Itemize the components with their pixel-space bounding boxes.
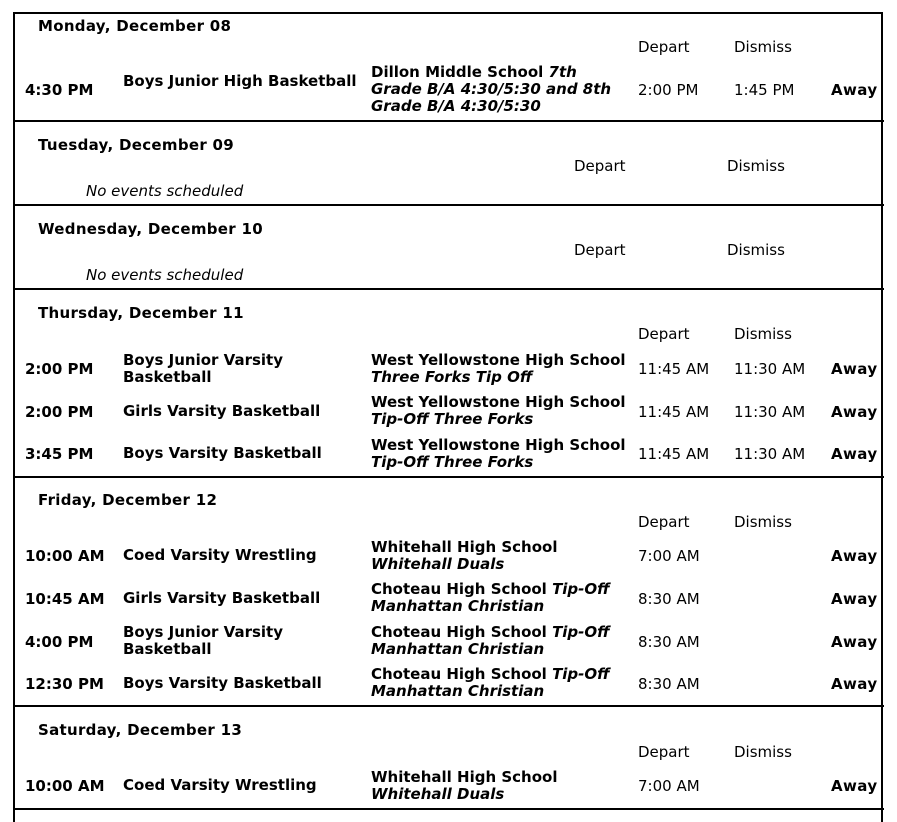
event-depart: 11:45 AM <box>638 403 710 421</box>
event-dismiss: 11:30 AM <box>734 445 806 463</box>
event-time: 3:45 PM <box>25 445 94 463</box>
event-name: Coed Varsity Wrestling <box>123 546 317 564</box>
location-school: Choteau High School <box>371 623 547 641</box>
day-divider <box>14 120 884 122</box>
event-name: Girls Varsity Basketball <box>123 589 321 607</box>
event-time: 12:30 PM <box>25 675 104 693</box>
event-location <box>371 394 629 428</box>
event-time: 2:00 PM <box>25 403 94 421</box>
event-location <box>371 539 629 573</box>
location-school: Dillon Middle School <box>371 63 544 81</box>
day-title: Wednesday, December 10 <box>38 220 263 238</box>
depart-header: Depart <box>574 241 626 259</box>
event-depart: 7:00 AM <box>638 547 700 565</box>
event-name: Girls Varsity Basketball <box>123 402 321 420</box>
dismiss-header: Dismiss <box>727 157 785 175</box>
event-time: 2:00 PM <box>25 360 94 378</box>
event-location <box>371 437 629 471</box>
event-status: Away <box>831 81 878 99</box>
day-divider <box>14 204 884 206</box>
event-location <box>371 581 629 615</box>
event-dismiss: 1:45 PM <box>734 81 795 99</box>
event-location <box>371 352 629 386</box>
event-name: Boys Varsity Basketball <box>123 444 322 462</box>
event-depart: 7:00 AM <box>638 777 700 795</box>
day-divider <box>14 288 884 290</box>
event-dismiss: 11:30 AM <box>734 403 806 421</box>
depart-header: Depart <box>574 157 626 175</box>
event-status: Away <box>831 675 878 693</box>
event-location <box>371 624 629 658</box>
event-depart: 11:45 AM <box>638 360 710 378</box>
location-note: 7th Grade B/A 4:30/5:30 and 8th Grade B/A 4:30/5:30 <box>371 63 612 115</box>
location-note: Tip-Off Manhattan Christian <box>371 580 610 615</box>
event-dismiss: 11:30 AM <box>734 360 806 378</box>
event-status: Away <box>831 547 878 565</box>
location-school: West Yellowstone High School <box>371 393 626 411</box>
no-events-text: No events scheduled <box>86 266 244 284</box>
event-name: Boys Junior Varsity Basketball <box>123 623 283 658</box>
location-note: Three Forks Tip Off <box>371 368 533 386</box>
event-status: Away <box>831 445 878 463</box>
event-status: Away <box>831 360 878 378</box>
event-name: Boys Junior High Basketball <box>123 72 357 90</box>
location-school: Whitehall High School <box>371 768 558 786</box>
event-depart: 8:30 AM <box>638 675 700 693</box>
event-location <box>371 769 629 803</box>
event-name: Boys Junior Varsity Basketball <box>123 351 283 386</box>
day-title: Tuesday, December 09 <box>38 136 235 154</box>
location-note: Whitehall Duals <box>371 555 505 573</box>
event-name: Boys Varsity Basketball <box>123 674 322 692</box>
location-school: Choteau High School <box>371 580 547 598</box>
location-note: Tip-Off Manhattan Christian <box>371 623 610 658</box>
event-depart: 8:30 AM <box>638 633 700 651</box>
day-title: Friday, December 12 <box>38 491 218 509</box>
dismiss-header: Dismiss <box>734 743 792 761</box>
event-time: 4:00 PM <box>25 633 94 651</box>
event-depart: 11:45 AM <box>638 445 710 463</box>
depart-header: Depart <box>638 513 690 531</box>
event-depart: 8:30 AM <box>638 590 700 608</box>
day-divider <box>14 476 884 478</box>
day-title: Saturday, December 13 <box>38 721 243 739</box>
dismiss-header: Dismiss <box>734 325 792 343</box>
location-school: West Yellowstone High School <box>371 351 626 369</box>
no-events-text: No events scheduled <box>86 182 244 200</box>
location-note: Tip-Off Manhattan Christian <box>371 665 610 700</box>
event-time: 4:30 PM <box>25 81 94 99</box>
depart-header: Depart <box>638 325 690 343</box>
location-school: Whitehall High School <box>371 538 558 556</box>
event-time: 10:00 AM <box>25 777 105 795</box>
location-school: Choteau High School <box>371 665 547 683</box>
event-time: 10:45 AM <box>25 590 105 608</box>
location-school: West Yellowstone High School <box>371 436 626 454</box>
event-status: Away <box>831 590 878 608</box>
day-title: Thursday, December 11 <box>38 304 244 322</box>
location-note: Tip-Off Three Forks <box>371 453 534 471</box>
day-title: Monday, December 08 <box>38 17 232 35</box>
event-location <box>371 666 629 700</box>
depart-header: Depart <box>638 743 690 761</box>
event-depart: 2:00 PM <box>638 81 699 99</box>
location-note: Tip-Off Three Forks <box>371 410 534 428</box>
event-time: 10:00 AM <box>25 547 105 565</box>
day-divider <box>14 705 884 707</box>
event-status: Away <box>831 777 878 795</box>
event-status: Away <box>831 403 878 421</box>
depart-header: Depart <box>638 38 690 56</box>
event-name: Coed Varsity Wrestling <box>123 776 317 794</box>
location-note: Whitehall Duals <box>371 785 505 803</box>
day-divider <box>14 808 884 810</box>
dismiss-header: Dismiss <box>727 241 785 259</box>
event-status: Away <box>831 633 878 651</box>
dismiss-header: Dismiss <box>734 513 792 531</box>
dismiss-header: Dismiss <box>734 38 792 56</box>
event-location <box>371 64 629 115</box>
